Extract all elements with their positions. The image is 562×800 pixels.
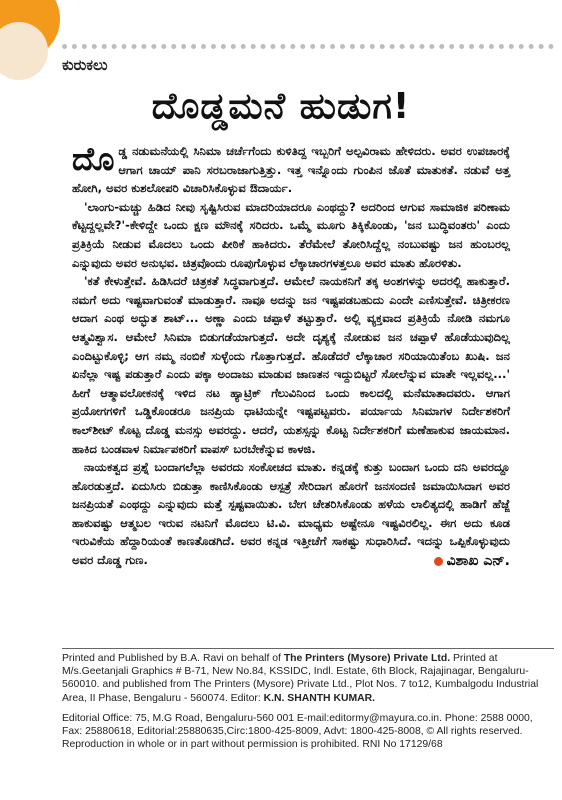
imprint-company: The Printers (Mysore) Private Ltd. bbox=[283, 653, 451, 664]
imprint-editor: K.N. SHANTH KUMAR. bbox=[263, 692, 375, 704]
paragraph-3: 'ಕತೆ ಕೇಳುತ್ತೇವೆ. ಹಿಡಿಸಿದರೆ ಚಿತ್ರಕತೆ ಸಿದ್ಧವಾಗುತ್ತದೆ. ಆಮೇಲೆ ನಾಯಕನಿಗೆ ತಕ್ಕ ಅಂಶಗಳನ್ನು ಅದರಲ್ಲಿ ಹಾಕುತ್ತಾರೆ. ನಮಗೆ ಅದು ಇಷ್ಟವಾಗುವಂತೆ ಮಾಡುತ್ತಾರೆ. ನಾವೂ ಅದನ್ನು ಜನ ಇಷ್ಟಪಡಬಹುದು ಎಂದೇ ಎಣಿಸುತ್ತೇವೆ. ಚಿತ್ರೀಕರಣ ಆದಾಗ ಎಂಥ ಅದ್ಭುತ ಶಾಟ್... ಅಣ್ಣಾ ಎಂದು ಚಪ್ಪಾಳೆ ತಟ್ಟುತ್ತಾರೆ. ಅಲ್ಲಿ ವ್ಯಕ್ತವಾದ ಪ್ರತಿಕ್ರಿಯೆ ನೋಡಿ ನಮಗೂ ಆತ್ಮವಿಶ್ವಾಸ. ಆಮೇಲೆ ಸಿನಿಮಾ ಬಿಡುಗಡೆಯಾಗುತ್ತದೆ. ಅದೇ ದೃಶ್ಯಕ್ಕೆ ನೋಡುವ ಜನ ಚಪ್ಪಾಳೆ ಹೊಡೆಯುವುದಿಲ್ಲ ಎಂದಿಟ್ಟುಕೊಳ್ಳಿ; ಆಗ ನಮ್ಮ ನಂಬಿಕೆ ಸುಳ್ಳೆಂದು ಗೊತ್ತಾಗುತ್ತದೆ. ಹೊಡೆದರೆ ಲೆಕ್ಕಾಚಾರ ಸರಿಯಾಯಿತೆಂಬ ಖುಷಿ. ಜನ ಏನೆಲ್ಲಾ ಇಷ್ಟ ಪಡುತ್ತಾರೆ ಎಂದು ಪಕ್ಕಾ ಅಂದಾಜು ಮಾಡುವ ಜಾಣತನ ಇದ್ದುಬಿಟ್ಟರೆ ಸೋಲೆನ್ನುವ ಮಾತೇ ಇಲ್ಲವಲ್ಲ...' ಹೀಗೆ ಆತ್ಮಾವಲೋಕನಕ್ಕೆ ಇಳಿದ ನಟ ಹ್ಯಾಟ್ರಿಕ್ ಗೆಲುವಿನಿಂದ ಒಂದು ಕಾಲದಲ್ಲಿ ಮನೆಮಾತಾದವರು. ಆಗಾಗ ಪ್ರಯೋಗಗಳಿಗೆ ಒಡ್ಡಿಕೊಂಡರೂ ಜನಪ್ರಿಯ ಧಾಟಿಯನ್ನೇ ಇಷ್ಟಪಟ್ಟವರು. ಪರ್ಯಾಯ ಸಿನಿಮಾಗಳ ನಿರ್ದೇಶಕರಿಗೆ ಕಾಲ್‌ಶೀಟ್ ಕೊಟ್ಟ ದೊಡ್ಡ ಮನಸ್ಸು ಅವರದ್ದು. ಆದರೆ, ಯಶಸ್ಸನ್ನು ಕೊಟ್ಟ ನಿರ್ದೇಶಕರಿಗೆ ಮಣೆಹಾಕುವ ಜಾಯಮಾನ. ಹಾಕಿದ ಬಂಡವಾಳ ನಿರ್ಮಾಪಕರಿಗೆ ವಾಪಸ್ ಬರಬೇಕೆನ್ನುವ ಕಾಳಜಿ. bbox=[72, 274, 510, 456]
imprint-text-c: Printed at M/s.Geetanjali Graphics # B-71, New No.84, KSSIDC, Indl. Estate, 6th Block, Rajajinagar, Bengaluru-560010. and published from The Printers (Mysore) Private Ltd., Plot Nos. 7 to12, Kumbalgodu Industrial Area, II Phase, Bengaluru - 560074. Editor: bbox=[62, 653, 539, 704]
dotted-rule bbox=[62, 44, 554, 49]
imprint-printed bbox=[62, 652, 554, 705]
paragraph-2: 'ಲಾಂಗು-ಮಚ್ಚು ಹಿಡಿದ ನೀವು ಸೃಷ್ಟಿಸಿರುವ ಮಾದರಿಯಾದರೂ ಎಂಥದ್ದು? ಅದರಿಂದ ಆಗುವ ಸಾಮಾಜಿಕ ಪರಿಣಾಮ ಕೆಟ್ಟದ್ದಲ್ಲವೇ?'-ಕೇಳಿದ್ದೇ ಒಂದು ಕ್ಷಣ ಮೌನಕ್ಕೆ ಸರಿದರು. ಒಮ್ಮೆ ಮೂಗು ತಿಕ್ಕಿಕೊಂಡು, 'ಜನ ಬುದ್ಧಿವಂತರು' ಎಂದು ಪ್ರತಿಕ್ರಿಯೆ ನೀಡುವ ಮೊದಲು ಒಂದು ಪೀಠಿಕೆ ಹಾಕಿದರು. ತೆರೆಮೇಲೆ ತೋರಿಸಿದ್ದೆಲ್ಲ ನಂಬುವಷ್ಟು ಜನ ಹುಂಬರಲ್ಲ ಎನ್ನುವುದು ಅವರ ಅನುಭವ. ಚಿತ್ರವೊಂದು ರೂಪುಗೊಳ್ಳುವ ಲೆಕ್ಕಾಚಾರಗಳತ್ತಲೂ ಅವರ ಮಾತು ಹೊರಳಿತು. bbox=[72, 199, 510, 270]
bullet-icon bbox=[434, 557, 443, 566]
imprint-footer bbox=[62, 652, 554, 758]
dropcap: ದೊ bbox=[72, 140, 115, 178]
paragraph-1-text: ಡ್ಡ ನಡುಮನೆಯಲ್ಲಿ ಸಿನಿಮಾ ಚರ್ಚೆಗೆಂದು ಕುಳಿತಿದ್ದ ಇಬ್ಬರಿಗೆ ಅಲ್ಪವಿರಾಮ ಹೇಳಿದರು. ಅವರ ಉಪಚಾರಕ್ಕೆ ಆಗಾಗ ಚಾಯ್ ಪಾನಿ ಸರಬರಾಜಾಗುತ್ತಿತ್ತು. ಇತ್ತ ಇನ್ನೊಂದು ಗುಂಪಿನ ಜೊತೆ ಮಾತುಕತೆ. ನಡುವೆ ಅತ್ತ ಹೋಗಿ, ಅವರ ಕುಶಲೋಪರಿ ವಿಚಾರಿಸಿಕೊಳ್ಳುವ ಔದಾರ್ಯ. bbox=[72, 144, 510, 196]
imprint-contact: Editorial Office: 75, M.G Road, Bengaluru-560 001 E-mail:editormy@mayura.co.in. Phone: 2588 0000, Fax: 25880618, Editorial:25880635,Circ:1800-425-8009, Advt: 1800-425-8008, © All rights reserved. Reproduction in whole or in part without permission is prohibited. RNI No 17129/68 bbox=[62, 712, 533, 751]
section-label: ಕುರುಕಲು bbox=[62, 56, 108, 74]
paragraph-1 bbox=[72, 142, 510, 198]
paragraph-4: ನಾಯಕತ್ವದ ಪ್ರಶ್ನೆ ಬಂದಾಗಲೆಲ್ಲಾ ಅವರದು ಸಂಕೋಚದ ಮಾತು. ಕನ್ನಡಕ್ಕೆ ಕುತ್ತು ಬಂದಾಗ ಒಂದು ದನಿ ಅವರದ್ದೂ ಹೊರಡುತ್ತದೆ. ಏದುಸಿರು ಬಿಡುತ್ತಾ ಕಾಣಿಸಿಕೊಂಡು ಆಸ್ಪತ್ರೆ ಸೇರಿದಾಗ ಹೊರಗೆ ಜನಸಂದಣಿ ಜಮಾಯಿಸಿದಾಗ ಅವರ ಜನಪ್ರಿಯತೆ ಎಂಥದ್ದು ಎನ್ನುವುದು ಮತ್ತೆ ಸ್ಪಷ್ಟವಾಯಿತು. ಬೇಗ ಚೇತರಿಸಿಕೊಂಡು ಹಳೆಯ ಲಾಲಿತ್ಯದಲ್ಲಿ ಹಾಡಿಗೆ ಹೆಜ್ಜೆ ಹಾಕುವಷ್ಟು ಆತ್ಮಬಲ ಇರುವ ನಟನಿಗೆ ಮೊದಲು ಟಿ.ವಿ. ಮಾಧ್ಯಮ ಅಷ್ಟೇನೂ ಇಷ್ಟವಿರಲಿಲ್ಲ. ಈಗ ಅದು ಕೂಡ ಇರುವಿಕೆಯ ಹೆದ್ದಾರಿಯಂತೆ ಕಾಣತೊಡಗಿದೆ. ಅವರ ಕನ್ನಡ ಇತ್ತೀಚೆಗೆ ಸಾಕಷ್ಟು ಸುಧಾರಿಸಿದೆ. ಇದನ್ನು ಒಪ್ಪಿಕೊಳ್ಳುವುದು ಅವರ ದೊಡ್ಡ ಗುಣ. bbox=[72, 460, 510, 568]
footer-divider bbox=[62, 648, 554, 649]
page-title: ದೊಡ್ಡಮನೆ ಹುಡುಗ! bbox=[151, 86, 411, 127]
author-name: ವಿಶಾಖ ಎನ್. bbox=[446, 552, 510, 569]
imprint-text-a: Printed and Published by B.A. Ravi on behalf of bbox=[62, 653, 284, 664]
article-body bbox=[72, 142, 510, 570]
